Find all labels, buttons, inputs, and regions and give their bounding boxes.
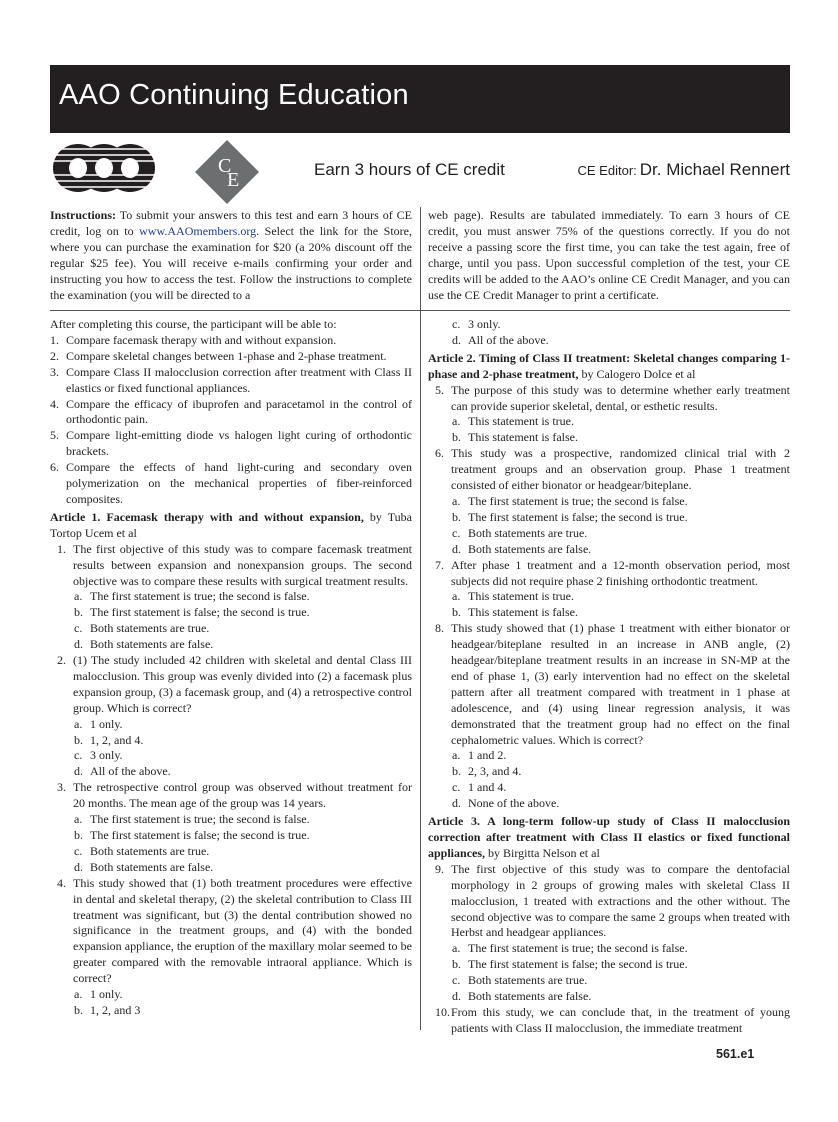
answer-option[interactable]: [428, 764, 790, 780]
question-item: [428, 558, 790, 590]
item-number: b.: [452, 430, 461, 445]
question-item: [428, 383, 790, 415]
item-text: The first objective of this study was to compare the dentofacial morphology in 2 groups of growing males with skeletal Class II malocclusion, 1 treated with extractions and the other without. The second objective was to compare the same 2 groups when treated with Herbst and headgear appliances.: [451, 861, 790, 940]
article-title: Article 2. Timing of Class II treatment: Skeletal changes comparing 1-phase and 2-phase treatment,: [428, 350, 790, 381]
item-text: 2, 3, and 4.: [468, 764, 522, 779]
item-text: The first statement is false; the second is true.: [468, 957, 688, 972]
item-number: 3.: [50, 364, 59, 379]
answer-option[interactable]: [428, 780, 790, 796]
right-column: [428, 317, 790, 1037]
intro-text: After completing this course, the participant will be able to:: [50, 317, 337, 331]
item-text: This statement is true.: [468, 414, 574, 429]
item-number: 5.: [435, 382, 444, 397]
question-item: [50, 780, 412, 812]
item-text: None of the above.: [468, 796, 560, 811]
item-number: 2.: [57, 653, 66, 668]
ce-credit-heading: Earn 3 hours of CE credit: [314, 160, 505, 179]
answer-option[interactable]: [428, 796, 790, 812]
answer-option[interactable]: [428, 333, 790, 349]
instructions-text: . Select the link for the Store, where you can purchase the examination for $20 (a 20% discount off the regular $25 fee). You will receive e-mails confirming your order and instructing you how to access the test. Follow the instructions to complete the examination (you will be directed to a: [50, 224, 412, 302]
item-text: The purpose of this study was to determine whether early treatment can provide superior skeletal, dental, or esthetic results.: [451, 382, 790, 413]
aao-logo: [52, 141, 156, 195]
answer-option[interactable]: [50, 828, 412, 844]
item-text: This statement is false.: [468, 430, 578, 445]
answer-option[interactable]: [50, 1003, 412, 1019]
question-item: [50, 542, 412, 590]
item-number: a.: [74, 987, 83, 1002]
item-number: 1.: [50, 332, 59, 347]
item-text: The first statement is false; the second is true.: [468, 509, 688, 524]
article-heading: [428, 351, 790, 383]
item-number: c.: [74, 621, 83, 636]
article-authors: by Tuba Tortop Ucem et al: [50, 509, 412, 540]
editor-name: Dr. Michael Rennert: [639, 160, 790, 179]
objective-item: [50, 397, 412, 429]
objective-item: [50, 428, 412, 460]
item-text: Both statements are false.: [90, 859, 214, 874]
answer-option[interactable]: [50, 637, 412, 653]
answer-option[interactable]: [50, 812, 412, 828]
page-title: AAO Continuing Education: [59, 79, 409, 111]
item-text: Compare the efficacy of ibuprofen and paracetamol in the control of orthodontic pain.: [66, 396, 412, 427]
item-number: a.: [452, 414, 461, 429]
item-text: The first statement is true; the second is false.: [468, 493, 688, 508]
item-number: 4.: [57, 875, 66, 890]
answer-option[interactable]: [428, 989, 790, 1005]
item-number: 6.: [435, 446, 444, 461]
item-number: d.: [452, 332, 461, 347]
item-number: b.: [74, 828, 83, 842]
article-heading: [428, 814, 790, 862]
item-number: c.: [452, 525, 461, 540]
item-text: 1 only.: [90, 987, 123, 1002]
answer-option[interactable]: [50, 860, 412, 876]
item-number: d.: [452, 541, 461, 556]
item-text: Both statements are false.: [90, 637, 214, 652]
item-text: This statement is true.: [468, 589, 574, 604]
item-number: 4.: [50, 396, 59, 411]
editor-label: CE Editor:: [577, 163, 637, 178]
item-text: All of the above.: [90, 764, 171, 779]
item-number: d.: [452, 989, 461, 1004]
item-text: Compare the effects of hand light-curing and secondary oven polymerization on the mechanical properties of fiber-reinforced composites.: [66, 460, 412, 506]
item-text: 1 and 2.: [468, 748, 507, 763]
item-number: 5.: [50, 428, 59, 443]
item-number: d.: [74, 637, 83, 652]
answer-option[interactable]: [428, 973, 790, 989]
item-text: All of the above.: [468, 332, 549, 347]
item-text: This statement is false.: [468, 605, 578, 620]
item-text: 3 only.: [468, 317, 501, 331]
item-text: Both statements are false.: [468, 989, 592, 1004]
question-item: [428, 446, 790, 494]
instructions-left: [50, 207, 412, 303]
divider-vertical: [420, 207, 421, 1030]
answer-option[interactable]: [428, 748, 790, 764]
answer-option[interactable]: [428, 414, 790, 430]
item-number: b.: [452, 957, 461, 972]
item-number: c.: [452, 973, 461, 988]
answer-option[interactable]: [50, 844, 412, 860]
item-text: The first objective of this study was to compare facemask treatment results between expansion and nonexpansion groups. The second objective was to compare these results with surgical treatment results.: [73, 541, 412, 588]
answer-option[interactable]: [428, 605, 790, 621]
item-text: Both statements are true.: [468, 973, 588, 988]
item-number: c.: [452, 317, 461, 331]
question-item: [428, 862, 790, 942]
answer-option[interactable]: [50, 621, 412, 637]
aao-members-link[interactable]: www.AAOmembers.org: [139, 224, 257, 238]
objective-item: [50, 349, 412, 365]
item-number: b.: [74, 732, 83, 747]
item-text: Compare light-emitting diode vs halogen light curing of orthodontic brackets.: [66, 428, 412, 459]
answer-option[interactable]: [50, 987, 412, 1003]
item-number: b.: [74, 1002, 83, 1017]
answer-option[interactable]: [428, 589, 790, 605]
article-authors: by Birgitta Nelson et al: [485, 845, 600, 860]
item-text: From this study, we can conclude that, in the treatment of young patients with Class II malocclusion, the immediate treatment: [451, 1004, 790, 1035]
instructions-right: web page). Results are tabulated immediately. To earn 3 hours of CE credit, you must answer 75% of the questions correctly. If you do not receive a passing score the first time, you can take the test again, free of charge, until you pass. Upon successful completion of the test, your CE credits will be added to the AAO’s online CE Credit Manager, and you can use the CE Credit Manager to print a certificate.: [428, 208, 790, 302]
item-text: This study was a prospective, randomized clinical trial with 2 treatment groups and an observation group. Phase 1 treatment consisted of either bionator or headgear/biteplane.: [451, 446, 790, 493]
answer-option[interactable]: [428, 957, 790, 973]
item-number: a.: [452, 748, 461, 763]
item-number: 1.: [57, 541, 66, 556]
item-number: 3.: [57, 780, 66, 795]
page-number: 561.e1: [716, 1047, 755, 1061]
item-text: The retrospective control group was observed without treatment for 20 months. The mean age of the group was 14 years.: [73, 780, 412, 811]
question-item: [428, 621, 790, 748]
item-number: b.: [74, 605, 83, 620]
item-text: The first statement is true; the second is false.: [90, 812, 310, 827]
answer-option[interactable]: [428, 542, 790, 558]
item-text: Both statements are true.: [90, 843, 210, 858]
objective-item: [50, 460, 412, 508]
item-text: The first statement is false; the second is true.: [90, 605, 310, 620]
item-number: d.: [74, 764, 83, 779]
objective-item: [50, 333, 412, 349]
item-number: b.: [452, 605, 461, 620]
answer-option[interactable]: [50, 589, 412, 605]
ce-logo: [195, 140, 259, 204]
answer-option[interactable]: [428, 941, 790, 957]
answer-option[interactable]: [428, 526, 790, 542]
item-number: b.: [452, 509, 461, 524]
answer-option[interactable]: [50, 605, 412, 621]
article-title: Article 3. A long-term follow-up study of Class II malocclusion correction after treatment with Class II elastics or fixed functional appliances,: [428, 814, 790, 860]
item-number: a.: [452, 941, 461, 956]
instructions-label: Instructions:: [50, 208, 117, 222]
item-number: a.: [74, 812, 83, 827]
item-text: The first statement is false; the second is true.: [90, 828, 310, 842]
item-number: c.: [74, 748, 83, 763]
item-text: Both statements are false.: [468, 541, 592, 556]
answer-option[interactable]: [50, 748, 412, 764]
item-number: a.: [74, 589, 83, 604]
item-number: c.: [452, 780, 461, 795]
item-number: 9.: [435, 861, 444, 876]
ce-editor: [578, 160, 790, 180]
article-title: Article 1. Facemask therapy with and without expansion,: [50, 509, 364, 524]
answer-option[interactable]: [428, 317, 790, 333]
answer-option[interactable]: [428, 430, 790, 446]
left-column: [50, 317, 412, 1019]
answer-option[interactable]: [428, 494, 790, 510]
item-number: b.: [452, 764, 461, 779]
svg-text:E: E: [227, 169, 240, 191]
item-text: 3 only.: [90, 748, 123, 763]
item-text: 1, 2, and 3: [90, 1002, 141, 1017]
item-text: This study showed that (1) phase 1 treatment with either bionator or headgear/biteplane resulted in an increase in ANB angle, (2) headgear/biteplane treatment results in an increase in SN-MP at the end of phase 1, (3) early intervention had no effect on the skeletal pattern after all treatment compared with treatment in 1 phase at adolescence, and (4) using linear regression analysis, it was demonstrated that the treatment group had no effect on the final cephalometric values. Which is correct?: [451, 621, 790, 747]
item-number: 6.: [50, 460, 59, 475]
item-number: 7.: [435, 557, 444, 572]
item-text: (1) The study included 42 children with skeletal and dental Class III malocclusion. This group was evenly divided into (2) a facemask plus expansion group, (3) a facemask group, and (4) a retrospective control group. Which is correct?: [73, 653, 412, 715]
question-item: [428, 1005, 790, 1037]
answer-option[interactable]: [50, 764, 412, 780]
item-number: a.: [452, 493, 461, 508]
item-text: Compare Class II malocclusion correction after treatment with Class II elastics or fixed functional appliances.: [66, 364, 412, 395]
answer-option[interactable]: [50, 717, 412, 733]
article-authors: by Calogero Dolce et al: [578, 366, 696, 381]
question-item: [50, 876, 412, 987]
item-text: Compare facemask therapy with and without expansion.: [66, 332, 337, 347]
item-text: Both statements are true.: [90, 621, 210, 636]
item-text: Compare skeletal changes between 1-phase and 2-phase treatment.: [66, 348, 387, 363]
header-banner: [50, 65, 790, 133]
svg-text:C: C: [218, 155, 232, 177]
item-number: d.: [452, 796, 461, 811]
item-number: d.: [74, 859, 83, 874]
item-text: 1 and 4.: [468, 780, 507, 795]
item-text: 1 only.: [90, 716, 123, 731]
question-item: [50, 653, 412, 717]
item-number: 10.: [435, 1004, 450, 1019]
item-text: This study showed that (1) both treatment procedures were effective in dental and skeletal therapy, (2) the skeletal contribution to Class III treatment was significant, but (3) the dental contribution showed no significance in the treatment groups, and (4) with the bonded expansion appliance, the eruption of the maxillary molar seemed to be greater compared with the removable intraoral appliance. Which is correct?: [73, 875, 412, 986]
item-text: The first statement is true; the second is false.: [90, 589, 310, 604]
instructions-text: To submit your answers to this test and earn 3 hours of CE credit, log on to: [50, 208, 412, 238]
item-text: The first statement is true; the second is false.: [468, 941, 688, 956]
item-number: a.: [74, 716, 83, 731]
objective-item: [50, 365, 412, 397]
item-text: After phase 1 treatment and a 12-month observation period, most subjects did not require phase 2 finishing orthodontic treatment.: [451, 557, 790, 588]
article-heading: [50, 510, 412, 542]
item-text: 1, 2, and 4.: [90, 732, 144, 747]
item-text: Both statements are true.: [468, 525, 588, 540]
answer-option[interactable]: [50, 733, 412, 749]
item-number: 8.: [435, 621, 444, 636]
item-number: c.: [74, 843, 83, 858]
item-number: 2.: [50, 348, 59, 363]
item-number: a.: [452, 589, 461, 604]
answer-option[interactable]: [428, 510, 790, 526]
